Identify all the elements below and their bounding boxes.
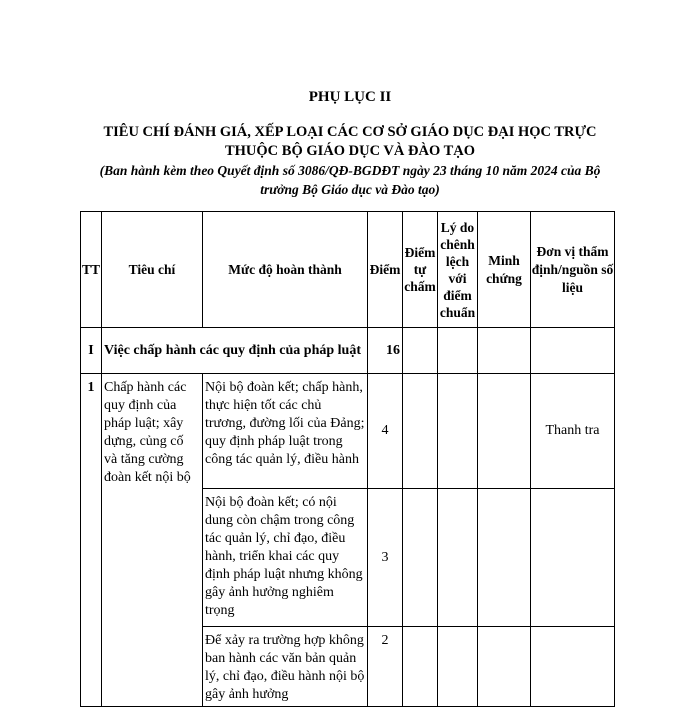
header-level: Mức độ hoàn thành	[203, 212, 368, 328]
appendix-label: PHỤ LỤC II	[308, 89, 392, 105]
header-self-score: Điểm tự chấm	[403, 212, 438, 328]
table-header-row	[81, 212, 615, 328]
table-row	[81, 374, 615, 489]
section-row	[81, 328, 615, 374]
subtitle-line-1: (Ban hành kèm theo Quyết định số 3086/QĐ-BGDĐT ngày 23 tháng 10 năm 2024 của Bộ	[99, 163, 601, 178]
evidence-cell	[478, 627, 531, 707]
self-score-cell	[403, 627, 438, 707]
level-score: 2	[368, 627, 403, 707]
header-score: Điểm	[368, 212, 403, 328]
section-evidence-cell	[478, 328, 531, 374]
document-title	[0, 123, 700, 161]
header-tt: TT	[81, 212, 102, 328]
deviation-cell	[438, 374, 478, 489]
evidence-cell	[478, 489, 531, 627]
header-deviation-reason: Lý do chênh lệch với điểm chuẩn	[438, 212, 478, 328]
section-number: I	[81, 328, 102, 374]
section-appraisal-cell	[531, 328, 615, 374]
subtitle-line-2: trưởng Bộ Giáo dục và Đào tạo)	[260, 182, 440, 197]
self-score-cell	[403, 489, 438, 627]
criteria-table	[80, 211, 615, 707]
appraisal-unit: Thanh tra	[531, 374, 615, 489]
level-score: 3	[368, 489, 403, 627]
appraisal-cell	[531, 489, 615, 627]
section-score: 16	[368, 328, 403, 374]
item-number: 1	[81, 374, 102, 707]
evidence-cell	[478, 374, 531, 489]
header-appraisal-unit: Đơn vị thẩm định/nguồn số liệu	[531, 212, 615, 328]
section-deviation-cell	[438, 328, 478, 374]
deviation-cell	[438, 489, 478, 627]
level-text: Để xảy ra trường hợp không ban hành các văn bản quản lý, chỉ đạo, điều hành nội bộ gây ảnh hưởng	[203, 627, 368, 707]
document-subtitle	[0, 161, 700, 199]
appraisal-cell	[531, 627, 615, 707]
header-criterion: Tiêu chí	[102, 212, 203, 328]
level-text: Nội bộ đoàn kết; chấp hành, thực hiện tốt các chủ trương, đường lối của Đảng; quy định pháp luật trong công tác quản lý, điều hành	[203, 374, 368, 489]
level-text: Nội bộ đoàn kết; có nội dung còn chậm trong công tác quản lý, chỉ đạo, điều hành, triển khai các quy định pháp luật nhưng không gây ảnh hưởng nghiêm trọng	[203, 489, 368, 627]
section-self-score-cell	[403, 328, 438, 374]
self-score-cell	[403, 374, 438, 489]
section-title: Việc chấp hành các quy định của pháp luật	[102, 328, 368, 374]
header-evidence: Minh chứng	[478, 212, 531, 328]
title-line-2: THUỘC BỘ GIÁO DỤC VÀ ĐÀO TẠO	[224, 143, 476, 159]
deviation-cell	[438, 627, 478, 707]
title-line-1: TIÊU CHÍ ĐÁNH GIÁ, XẾP LOẠI CÁC CƠ SỞ GIÁO DỤC ĐẠI HỌC TRỰC	[103, 124, 597, 140]
level-score: 4	[368, 374, 403, 489]
item-criterion: Chấp hành các quy định của pháp luật; xây dựng, củng cố và tăng cường đoàn kết nội bộ	[102, 374, 203, 707]
